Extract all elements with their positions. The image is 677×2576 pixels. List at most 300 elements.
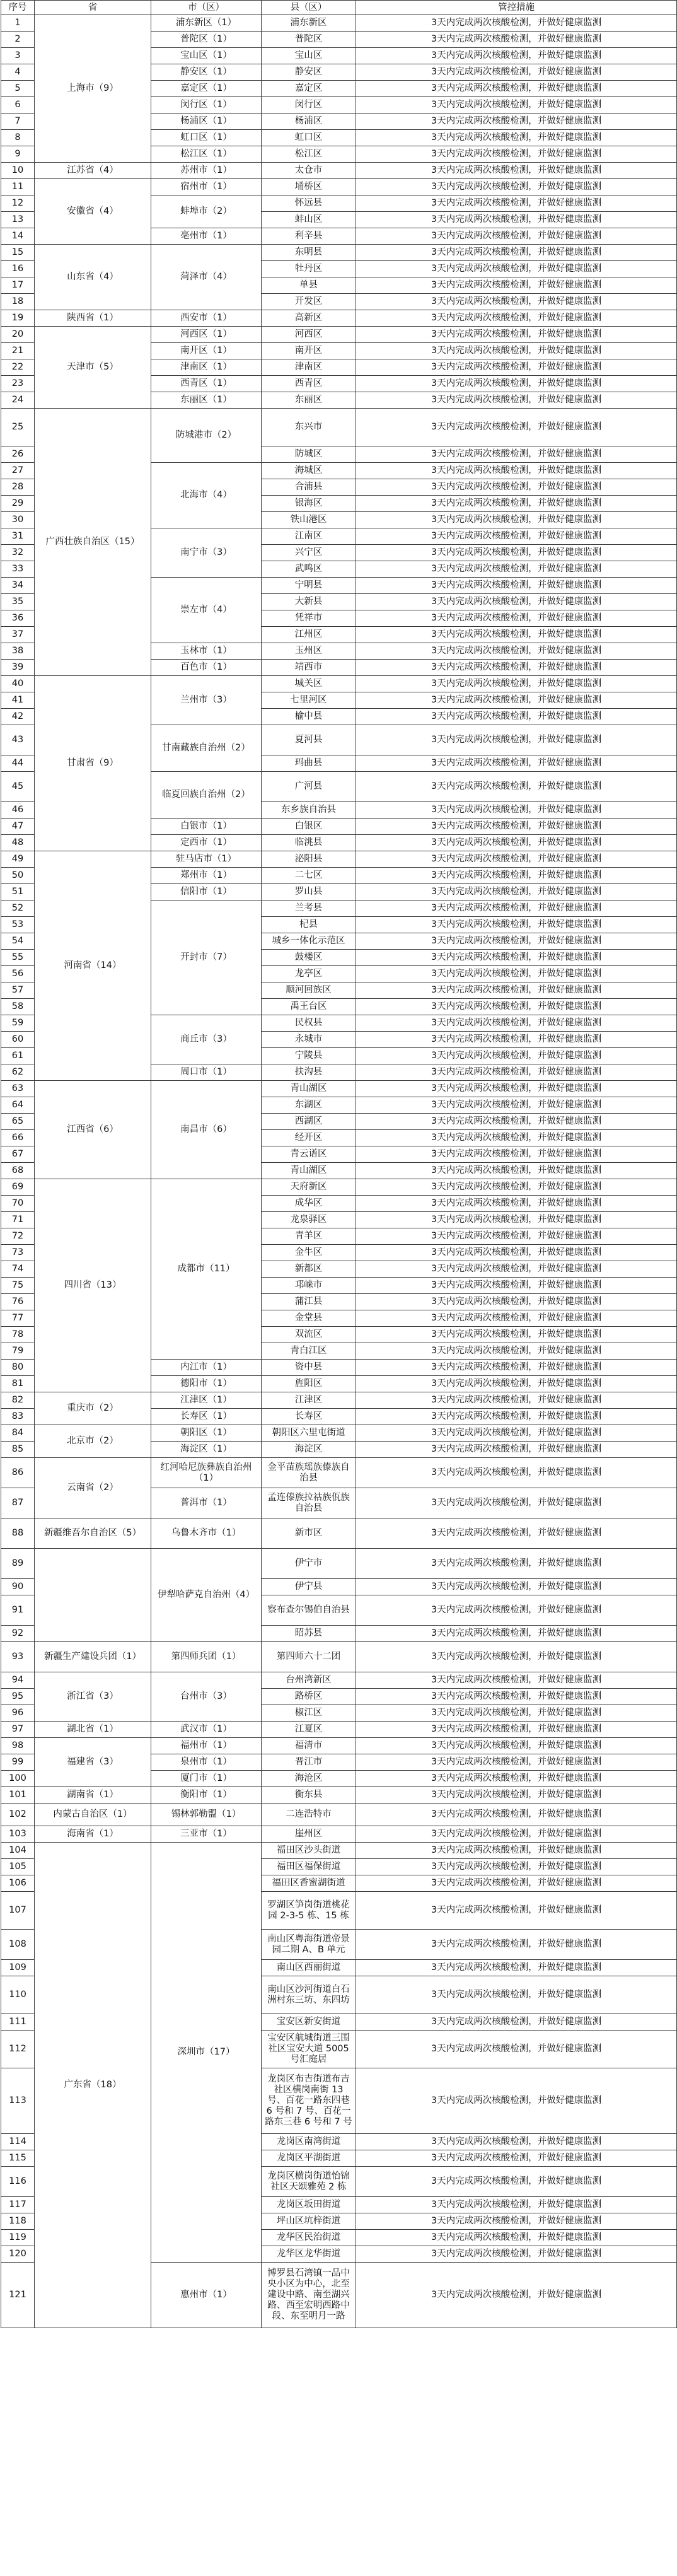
row-index: 1 — [1, 15, 35, 32]
measure-cell: 3天内完成两次核酸检测，并做好健康监测 — [356, 114, 677, 130]
row-index: 25 — [1, 409, 35, 446]
measure-cell: 3天内完成两次核酸检测，并做好健康监测 — [356, 1081, 677, 1097]
row-index: 18 — [1, 294, 35, 310]
measure-cell: 3天内完成两次核酸检测，并做好健康监测 — [356, 1360, 677, 1376]
measure-cell: 3天内完成两次核酸检测，并做好健康监测 — [356, 1960, 677, 1976]
measure-cell: 3天内完成两次核酸检测，并做好健康监测 — [356, 578, 677, 594]
city-cell: 普陀区（1） — [151, 32, 262, 48]
col-header-city: 市（区） — [151, 1, 262, 15]
measure-cell: 3天内完成两次核酸检测，并做好健康监测 — [356, 195, 677, 212]
measure-cell: 3天内完成两次核酸检测，并做好健康监测 — [356, 15, 677, 32]
county-cell: 南山区西丽街道 — [262, 1960, 356, 1976]
measure-cell: 3天内完成两次核酸检测，并做好健康监测 — [356, 868, 677, 884]
county-cell: 闵行区 — [262, 97, 356, 114]
row-index: 36 — [1, 610, 35, 627]
county-cell: 东明县 — [262, 245, 356, 261]
measure-cell: 3天内完成两次核酸检测，并做好健康监测 — [356, 463, 677, 479]
row-index: 92 — [1, 1626, 35, 1642]
table-row — [1, 1738, 677, 1754]
measure-cell: 3天内完成两次核酸检测，并做好健康监测 — [356, 2134, 677, 2150]
county-cell: 龙岗区坂田街道 — [262, 2197, 356, 2213]
county-cell: 防城区 — [262, 446, 356, 463]
row-index: 12 — [1, 195, 35, 212]
measure-cell: 3天内完成两次核酸检测，并做好健康监测 — [356, 643, 677, 660]
measure-cell: 3天内完成两次核酸检测，并做好健康监测 — [356, 1261, 677, 1278]
province-cell: 山东省（4） — [35, 245, 151, 310]
row-index: 9 — [1, 146, 35, 163]
province-cell: 内蒙古自治区（1） — [35, 1804, 151, 1826]
county-cell: 兰考县 — [262, 900, 356, 917]
row-index: 23 — [1, 376, 35, 392]
city-cell: 泉州市（1） — [151, 1754, 262, 1771]
county-cell: 新市区 — [262, 1518, 356, 1549]
county-cell: 伊宁县 — [262, 1579, 356, 1595]
row-index: 48 — [1, 835, 35, 851]
county-cell: 海城区 — [262, 463, 356, 479]
province-cell: 江西省（6） — [35, 1081, 151, 1179]
measure-cell: 3天内完成两次核酸检测，并做好健康监测 — [356, 835, 677, 851]
row-index: 99 — [1, 1754, 35, 1771]
measure-cell: 3天内完成两次核酸检测，并做好健康监测 — [356, 1146, 677, 1163]
county-cell: 顺河回族区 — [262, 982, 356, 999]
county-cell: 朝阳区六里屯街道 — [262, 1425, 356, 1442]
city-cell: 虹口区（1） — [151, 130, 262, 146]
county-cell: 鼓楼区 — [262, 950, 356, 966]
row-index: 85 — [1, 1442, 35, 1458]
measure-cell: 3天内完成两次核酸检测，并做好健康监测 — [356, 1179, 677, 1196]
row-index: 81 — [1, 1376, 35, 1392]
row-index: 73 — [1, 1245, 35, 1261]
county-cell: 兴宁区 — [262, 545, 356, 561]
measure-cell: 3天内完成两次核酸检测，并做好健康监测 — [356, 1672, 677, 1689]
measure-cell: 3天内完成两次核酸检测，并做好健康监测 — [356, 755, 677, 772]
row-index: 86 — [1, 1458, 35, 1488]
row-index: 37 — [1, 627, 35, 643]
row-index: 118 — [1, 2213, 35, 2230]
row-index: 106 — [1, 1875, 35, 1892]
row-index: 47 — [1, 819, 35, 835]
row-index: 72 — [1, 1228, 35, 1245]
measure-cell: 3天内完成两次核酸检测，并做好健康监测 — [356, 1310, 677, 1327]
row-index: 84 — [1, 1425, 35, 1442]
row-index: 28 — [1, 479, 35, 496]
city-cell: 南开区（1） — [151, 343, 262, 359]
city-cell: 郑州市（1） — [151, 868, 262, 884]
row-index: 56 — [1, 966, 35, 982]
table-row — [1, 1787, 677, 1804]
measure-cell: 3天内完成两次核酸检测，并做好健康监测 — [356, 310, 677, 327]
row-index: 53 — [1, 917, 35, 933]
city-cell: 闵行区（1） — [151, 97, 262, 114]
table-row — [1, 676, 677, 692]
row-index: 67 — [1, 1146, 35, 1163]
county-cell: 普陀区 — [262, 32, 356, 48]
measure-cell: 3天内完成两次核酸检测，并做好健康监测 — [356, 392, 677, 409]
measure-cell: 3天内完成两次核酸检测，并做好健康监测 — [356, 1738, 677, 1754]
row-index: 15 — [1, 245, 35, 261]
measure-cell: 3天内完成两次核酸检测，并做好健康监测 — [356, 2197, 677, 2213]
county-cell: 南山区粤海街道帝景园二期 A、B 单元 — [262, 1930, 356, 1960]
row-index: 42 — [1, 709, 35, 725]
county-cell: 台州湾新区 — [262, 1672, 356, 1689]
county-cell: 孟连傣族拉祜族佤族自治县 — [262, 1488, 356, 1518]
city-cell: 浦东新区（1） — [151, 15, 262, 32]
row-index: 70 — [1, 1196, 35, 1212]
county-cell: 民权县 — [262, 1015, 356, 1032]
measure-cell: 3天内完成两次核酸检测，并做好健康监测 — [356, 1212, 677, 1228]
county-cell: 路桥区 — [262, 1689, 356, 1705]
table-row — [1, 1843, 677, 1859]
table-row — [1, 409, 677, 446]
city-cell: 海淀区（1） — [151, 1442, 262, 1458]
province-cell: 上海市（9） — [35, 15, 151, 163]
row-index: 41 — [1, 692, 35, 709]
row-index: 88 — [1, 1518, 35, 1549]
measure-cell: 3天内完成两次核酸检测，并做好健康监测 — [356, 1930, 677, 1960]
city-cell: 防城港市（2） — [151, 409, 262, 463]
measure-cell: 3天内完成两次核酸检测，并做好健康监测 — [356, 261, 677, 277]
row-index: 31 — [1, 528, 35, 545]
row-index: 112 — [1, 2031, 35, 2068]
measure-cell: 3天内完成两次核酸检测，并做好健康监测 — [356, 627, 677, 643]
city-cell: 开封市（7） — [151, 900, 262, 1015]
measure-cell: 3天内完成两次核酸检测，并做好健康监测 — [356, 1859, 677, 1875]
county-cell: 松江区 — [262, 146, 356, 163]
measure-cell: 3天内完成两次核酸检测，并做好健康监测 — [356, 594, 677, 610]
row-index: 80 — [1, 1360, 35, 1376]
city-cell: 菏泽市（4） — [151, 245, 262, 310]
row-index: 116 — [1, 2167, 35, 2197]
measure-cell: 3天内完成两次核酸检测，并做好健康监测 — [356, 1015, 677, 1032]
measure-cell: 3天内完成两次核酸检测，并做好健康监测 — [356, 819, 677, 835]
province-cell: 新疆生产建设兵团（1） — [35, 1642, 151, 1672]
city-cell: 苏州市（1） — [151, 163, 262, 179]
row-index: 22 — [1, 359, 35, 376]
county-cell: 永城市 — [262, 1032, 356, 1048]
row-index: 107 — [1, 1892, 35, 1930]
measure-cell: 3天内完成两次核酸检测，并做好健康监测 — [356, 81, 677, 97]
measure-cell: 3天内完成两次核酸检测，并做好健康监测 — [356, 446, 677, 463]
measure-cell: 3天内完成两次核酸检测，并做好健康监测 — [356, 1097, 677, 1114]
col-header-index: 序号 — [1, 1, 35, 15]
col-header-county: 县（区） — [262, 1, 356, 15]
county-cell: 龙华区民治街道 — [262, 2230, 356, 2246]
county-cell: 静安区 — [262, 64, 356, 81]
county-cell: 青羊区 — [262, 1228, 356, 1245]
measure-cell: 3天内完成两次核酸检测，并做好健康监测 — [356, 660, 677, 676]
measure-cell: 3天内完成两次核酸检测，并做好健康监测 — [356, 277, 677, 294]
county-cell: 江津区 — [262, 1392, 356, 1409]
county-cell: 宁陵县 — [262, 1048, 356, 1064]
province-cell: 河南省（14） — [35, 851, 151, 1081]
county-cell: 南山区沙河街道白石洲村东三坊、东四坊 — [262, 1976, 356, 2014]
measure-cell: 3天内完成两次核酸检测，并做好健康监测 — [356, 802, 677, 819]
county-cell: 虹口区 — [262, 130, 356, 146]
row-index: 57 — [1, 982, 35, 999]
row-index: 104 — [1, 1843, 35, 1859]
measure-cell: 3天内完成两次核酸检测，并做好健康监测 — [356, 1425, 677, 1442]
county-cell: 伊宁市 — [262, 1549, 356, 1579]
county-cell: 东湖区 — [262, 1097, 356, 1114]
measure-cell: 3天内完成两次核酸检测，并做好健康监测 — [356, 97, 677, 114]
row-index: 30 — [1, 512, 35, 528]
row-index: 83 — [1, 1409, 35, 1425]
county-cell: 宝山区 — [262, 48, 356, 64]
city-cell: 北海市（4） — [151, 463, 262, 528]
row-index: 49 — [1, 851, 35, 868]
county-cell: 南开区 — [262, 343, 356, 359]
province-cell: 浙江省（3） — [35, 1672, 151, 1722]
row-index: 120 — [1, 2246, 35, 2263]
measure-cell: 3天内完成两次核酸检测，并做好健康监测 — [356, 1294, 677, 1310]
city-cell: 衡阳市（1） — [151, 1787, 262, 1804]
city-cell: 长寿区（1） — [151, 1409, 262, 1425]
county-cell: 福田区沙头街道 — [262, 1843, 356, 1859]
row-index: 115 — [1, 2150, 35, 2167]
row-index: 74 — [1, 1261, 35, 1278]
city-cell: 宿州市（1） — [151, 179, 262, 195]
measure-cell: 3天内完成两次核酸检测，并做好健康监测 — [356, 32, 677, 48]
row-index: 108 — [1, 1930, 35, 1960]
row-index: 94 — [1, 1672, 35, 1689]
table-row — [1, 1722, 677, 1738]
row-index: 87 — [1, 1488, 35, 1518]
county-cell: 单县 — [262, 277, 356, 294]
city-cell: 南宁市（3） — [151, 528, 262, 578]
province-cell: 天津市（5） — [35, 327, 151, 409]
county-cell: 福田区福保街道 — [262, 1859, 356, 1875]
county-cell: 城关区 — [262, 676, 356, 692]
row-index: 90 — [1, 1579, 35, 1595]
county-cell: 宝安区航城街道三围社区宝安大道 5005 号汇庭居 — [262, 2031, 356, 2068]
row-index: 55 — [1, 950, 35, 966]
row-index: 46 — [1, 802, 35, 819]
county-cell: 海淀区 — [262, 1442, 356, 1458]
measure-cell: 3天内完成两次核酸检测，并做好健康监测 — [356, 692, 677, 709]
measure-cell: 3天内完成两次核酸检测，并做好健康监测 — [356, 359, 677, 376]
county-cell: 东乡族自治县 — [262, 802, 356, 819]
county-cell: 东丽区 — [262, 392, 356, 409]
province-cell: 云南省（2） — [35, 1458, 151, 1518]
measure-cell: 3天内完成两次核酸检测，并做好健康监测 — [356, 179, 677, 195]
table-row — [1, 15, 677, 32]
row-index: 121 — [1, 2263, 35, 2328]
city-cell: 宝山区（1） — [151, 48, 262, 64]
measure-cell: 3天内完成两次核酸检测，并做好健康监测 — [356, 1392, 677, 1409]
measure-cell: 3天内完成两次核酸检测，并做好健康监测 — [356, 294, 677, 310]
row-index: 97 — [1, 1722, 35, 1738]
county-cell: 高新区 — [262, 310, 356, 327]
measure-cell: 3天内完成两次核酸检测，并做好健康监测 — [356, 1722, 677, 1738]
city-cell: 津南区（1） — [151, 359, 262, 376]
measure-cell: 3天内完成两次核酸检测，并做好健康监测 — [356, 917, 677, 933]
row-index: 117 — [1, 2197, 35, 2213]
city-cell: 西青区（1） — [151, 376, 262, 392]
province-cell: 陕西省（1） — [35, 310, 151, 327]
county-cell: 旌阳区 — [262, 1376, 356, 1392]
row-index: 60 — [1, 1032, 35, 1048]
county-cell: 七里河区 — [262, 692, 356, 709]
county-cell: 晋江市 — [262, 1754, 356, 1771]
row-index: 75 — [1, 1278, 35, 1294]
row-index: 24 — [1, 392, 35, 409]
measure-cell: 3天内完成两次核酸检测，并做好健康监测 — [356, 1875, 677, 1892]
col-header-measure: 管控措施 — [356, 1, 677, 15]
row-index: 34 — [1, 578, 35, 594]
row-index: 26 — [1, 446, 35, 463]
county-cell: 武鸣区 — [262, 561, 356, 578]
row-index: 119 — [1, 2230, 35, 2246]
table-row — [1, 1518, 677, 1549]
row-index: 76 — [1, 1294, 35, 1310]
measure-cell: 3天内完成两次核酸检测，并做好健康监测 — [356, 561, 677, 578]
county-cell: 江夏区 — [262, 1722, 356, 1738]
measure-cell: 3天内完成两次核酸检测，并做好健康监测 — [356, 725, 677, 755]
city-cell: 百色市（1） — [151, 660, 262, 676]
row-index: 102 — [1, 1804, 35, 1826]
county-cell: 金堂县 — [262, 1310, 356, 1327]
control-measures-table — [1, 0, 677, 2328]
measure-cell: 3天内完成两次核酸检测，并做好健康监测 — [356, 327, 677, 343]
row-index: 101 — [1, 1787, 35, 1804]
row-index: 110 — [1, 1976, 35, 2014]
city-cell: 普洱市（1） — [151, 1488, 262, 1518]
measure-cell: 3天内完成两次核酸检测，并做好健康监测 — [356, 1826, 677, 1843]
measure-cell: 3天内完成两次核酸检测，并做好健康监测 — [356, 1549, 677, 1579]
city-cell: 信阳市（1） — [151, 884, 262, 900]
city-cell: 崇左市（4） — [151, 578, 262, 643]
city-cell: 静安区（1） — [151, 64, 262, 81]
row-index: 98 — [1, 1738, 35, 1754]
table-row — [1, 1672, 677, 1689]
province-cell: 福建省（3） — [35, 1738, 151, 1787]
county-cell: 玉州区 — [262, 643, 356, 660]
measure-cell: 3天内完成两次核酸检测，并做好健康监测 — [356, 48, 677, 64]
table-row — [1, 310, 677, 327]
county-cell: 青山湖区 — [262, 1163, 356, 1179]
city-cell: 福州市（1） — [151, 1738, 262, 1754]
row-index: 69 — [1, 1179, 35, 1196]
row-index: 65 — [1, 1114, 35, 1130]
county-cell: 蚌山区 — [262, 212, 356, 228]
county-cell: 河西区 — [262, 327, 356, 343]
measure-cell: 3天内完成两次核酸检测，并做好健康监测 — [356, 1595, 677, 1626]
county-cell: 龙岗区南湾街道 — [262, 2134, 356, 2150]
county-cell: 银海区 — [262, 496, 356, 512]
row-index: 59 — [1, 1015, 35, 1032]
measure-cell: 3天内完成两次核酸检测，并做好健康监测 — [356, 146, 677, 163]
city-cell: 惠州市（1） — [151, 2263, 262, 2328]
county-cell: 邛崃市 — [262, 1278, 356, 1294]
measure-cell: 3天内完成两次核酸检测，并做好健康监测 — [356, 1642, 677, 1672]
city-cell: 白银市（1） — [151, 819, 262, 835]
row-index: 50 — [1, 868, 35, 884]
county-cell: 广河县 — [262, 772, 356, 802]
county-cell: 罗湖区笋岗街道桃花园 2-3-5 栋、15 栋 — [262, 1892, 356, 1930]
county-cell: 杨浦区 — [262, 114, 356, 130]
county-cell: 玛曲县 — [262, 755, 356, 772]
measure-cell: 3天内完成两次核酸检测，并做好健康监测 — [356, 1130, 677, 1146]
measure-cell: 3天内完成两次核酸检测，并做好健康监测 — [356, 2150, 677, 2167]
measure-cell: 3天内完成两次核酸检测，并做好健康监测 — [356, 2263, 677, 2328]
province-cell: 甘肃省（9） — [35, 676, 151, 851]
measure-cell: 3天内完成两次核酸检测，并做好健康监测 — [356, 1327, 677, 1343]
measure-cell: 3天内完成两次核酸检测，并做好健康监测 — [356, 1705, 677, 1722]
county-cell: 利辛县 — [262, 228, 356, 245]
measure-cell: 3天内完成两次核酸检测，并做好健康监测 — [356, 409, 677, 446]
province-cell: 北京市（2） — [35, 1425, 151, 1458]
county-cell: 泌阳县 — [262, 851, 356, 868]
row-index: 51 — [1, 884, 35, 900]
county-cell: 江州区 — [262, 627, 356, 643]
city-cell: 临夏回族自治州（2） — [151, 772, 262, 819]
county-cell: 城乡一体化示范区 — [262, 933, 356, 950]
city-cell: 武汉市（1） — [151, 1722, 262, 1738]
measure-cell: 3天内完成两次核酸检测，并做好健康监测 — [356, 2213, 677, 2230]
measure-cell: 3天内完成两次核酸检测，并做好健康监测 — [356, 1579, 677, 1595]
measure-cell: 3天内完成两次核酸检测，并做好健康监测 — [356, 1163, 677, 1179]
county-cell: 崖州区 — [262, 1826, 356, 1843]
measure-cell: 3天内完成两次核酸检测，并做好健康监测 — [356, 2031, 677, 2068]
city-cell: 第四师兵团（1） — [151, 1642, 262, 1672]
row-index: 71 — [1, 1212, 35, 1228]
city-cell: 蚌埠市（2） — [151, 195, 262, 228]
city-cell: 甘南藏族自治州（2） — [151, 725, 262, 772]
measure-cell: 3天内完成两次核酸检测，并做好健康监测 — [356, 130, 677, 146]
county-cell: 宝安区新安街道 — [262, 2014, 356, 2031]
province-cell: 新疆维吾尔自治区（5） — [35, 1518, 151, 1549]
county-cell: 合浦县 — [262, 479, 356, 496]
row-index: 96 — [1, 1705, 35, 1722]
measure-cell: 3天内完成两次核酸检测，并做好健康监测 — [356, 1976, 677, 2014]
measure-cell: 3天内完成两次核酸检测，并做好健康监测 — [356, 545, 677, 561]
row-index: 16 — [1, 261, 35, 277]
row-index: 103 — [1, 1826, 35, 1843]
measure-cell: 3天内完成两次核酸检测，并做好健康监测 — [356, 1032, 677, 1048]
county-cell: 第四师六十二团 — [262, 1642, 356, 1672]
measure-cell: 3天内完成两次核酸检测，并做好健康监测 — [356, 676, 677, 692]
row-index: 62 — [1, 1064, 35, 1081]
city-cell: 伊犁哈萨克自治州（4） — [151, 1549, 262, 1642]
row-index: 54 — [1, 933, 35, 950]
measure-cell: 3天内完成两次核酸检测，并做好健康监测 — [356, 1376, 677, 1392]
row-index: 32 — [1, 545, 35, 561]
county-cell: 铁山港区 — [262, 512, 356, 528]
measure-cell: 3天内完成两次核酸检测，并做好健康监测 — [356, 1689, 677, 1705]
county-cell: 禹王台区 — [262, 999, 356, 1015]
county-cell: 蒲江县 — [262, 1294, 356, 1310]
city-cell: 内江市（1） — [151, 1360, 262, 1376]
row-index: 45 — [1, 772, 35, 802]
row-index: 6 — [1, 97, 35, 114]
row-index: 29 — [1, 496, 35, 512]
table-row — [1, 163, 677, 179]
province-cell: 四川省（13） — [35, 1179, 151, 1392]
measure-cell: 3天内完成两次核酸检测，并做好健康监测 — [356, 2230, 677, 2246]
row-index: 14 — [1, 228, 35, 245]
measure-cell: 3天内完成两次核酸检测，并做好健康监测 — [356, 1892, 677, 1930]
county-cell: 金牛区 — [262, 1245, 356, 1261]
measure-cell: 3天内完成两次核酸检测，并做好健康监测 — [356, 982, 677, 999]
measure-cell: 3天内完成两次核酸检测，并做好健康监测 — [356, 1196, 677, 1212]
row-index: 39 — [1, 660, 35, 676]
measure-cell: 3天内完成两次核酸检测，并做好健康监测 — [356, 1228, 677, 1245]
measure-cell: 3天内完成两次核酸检测，并做好健康监测 — [356, 1771, 677, 1787]
county-cell: 双流区 — [262, 1327, 356, 1343]
measure-cell: 3天内完成两次核酸检测，并做好健康监测 — [356, 1245, 677, 1261]
row-index: 10 — [1, 163, 35, 179]
measure-cell: 3天内完成两次核酸检测，并做好健康监测 — [356, 1488, 677, 1518]
